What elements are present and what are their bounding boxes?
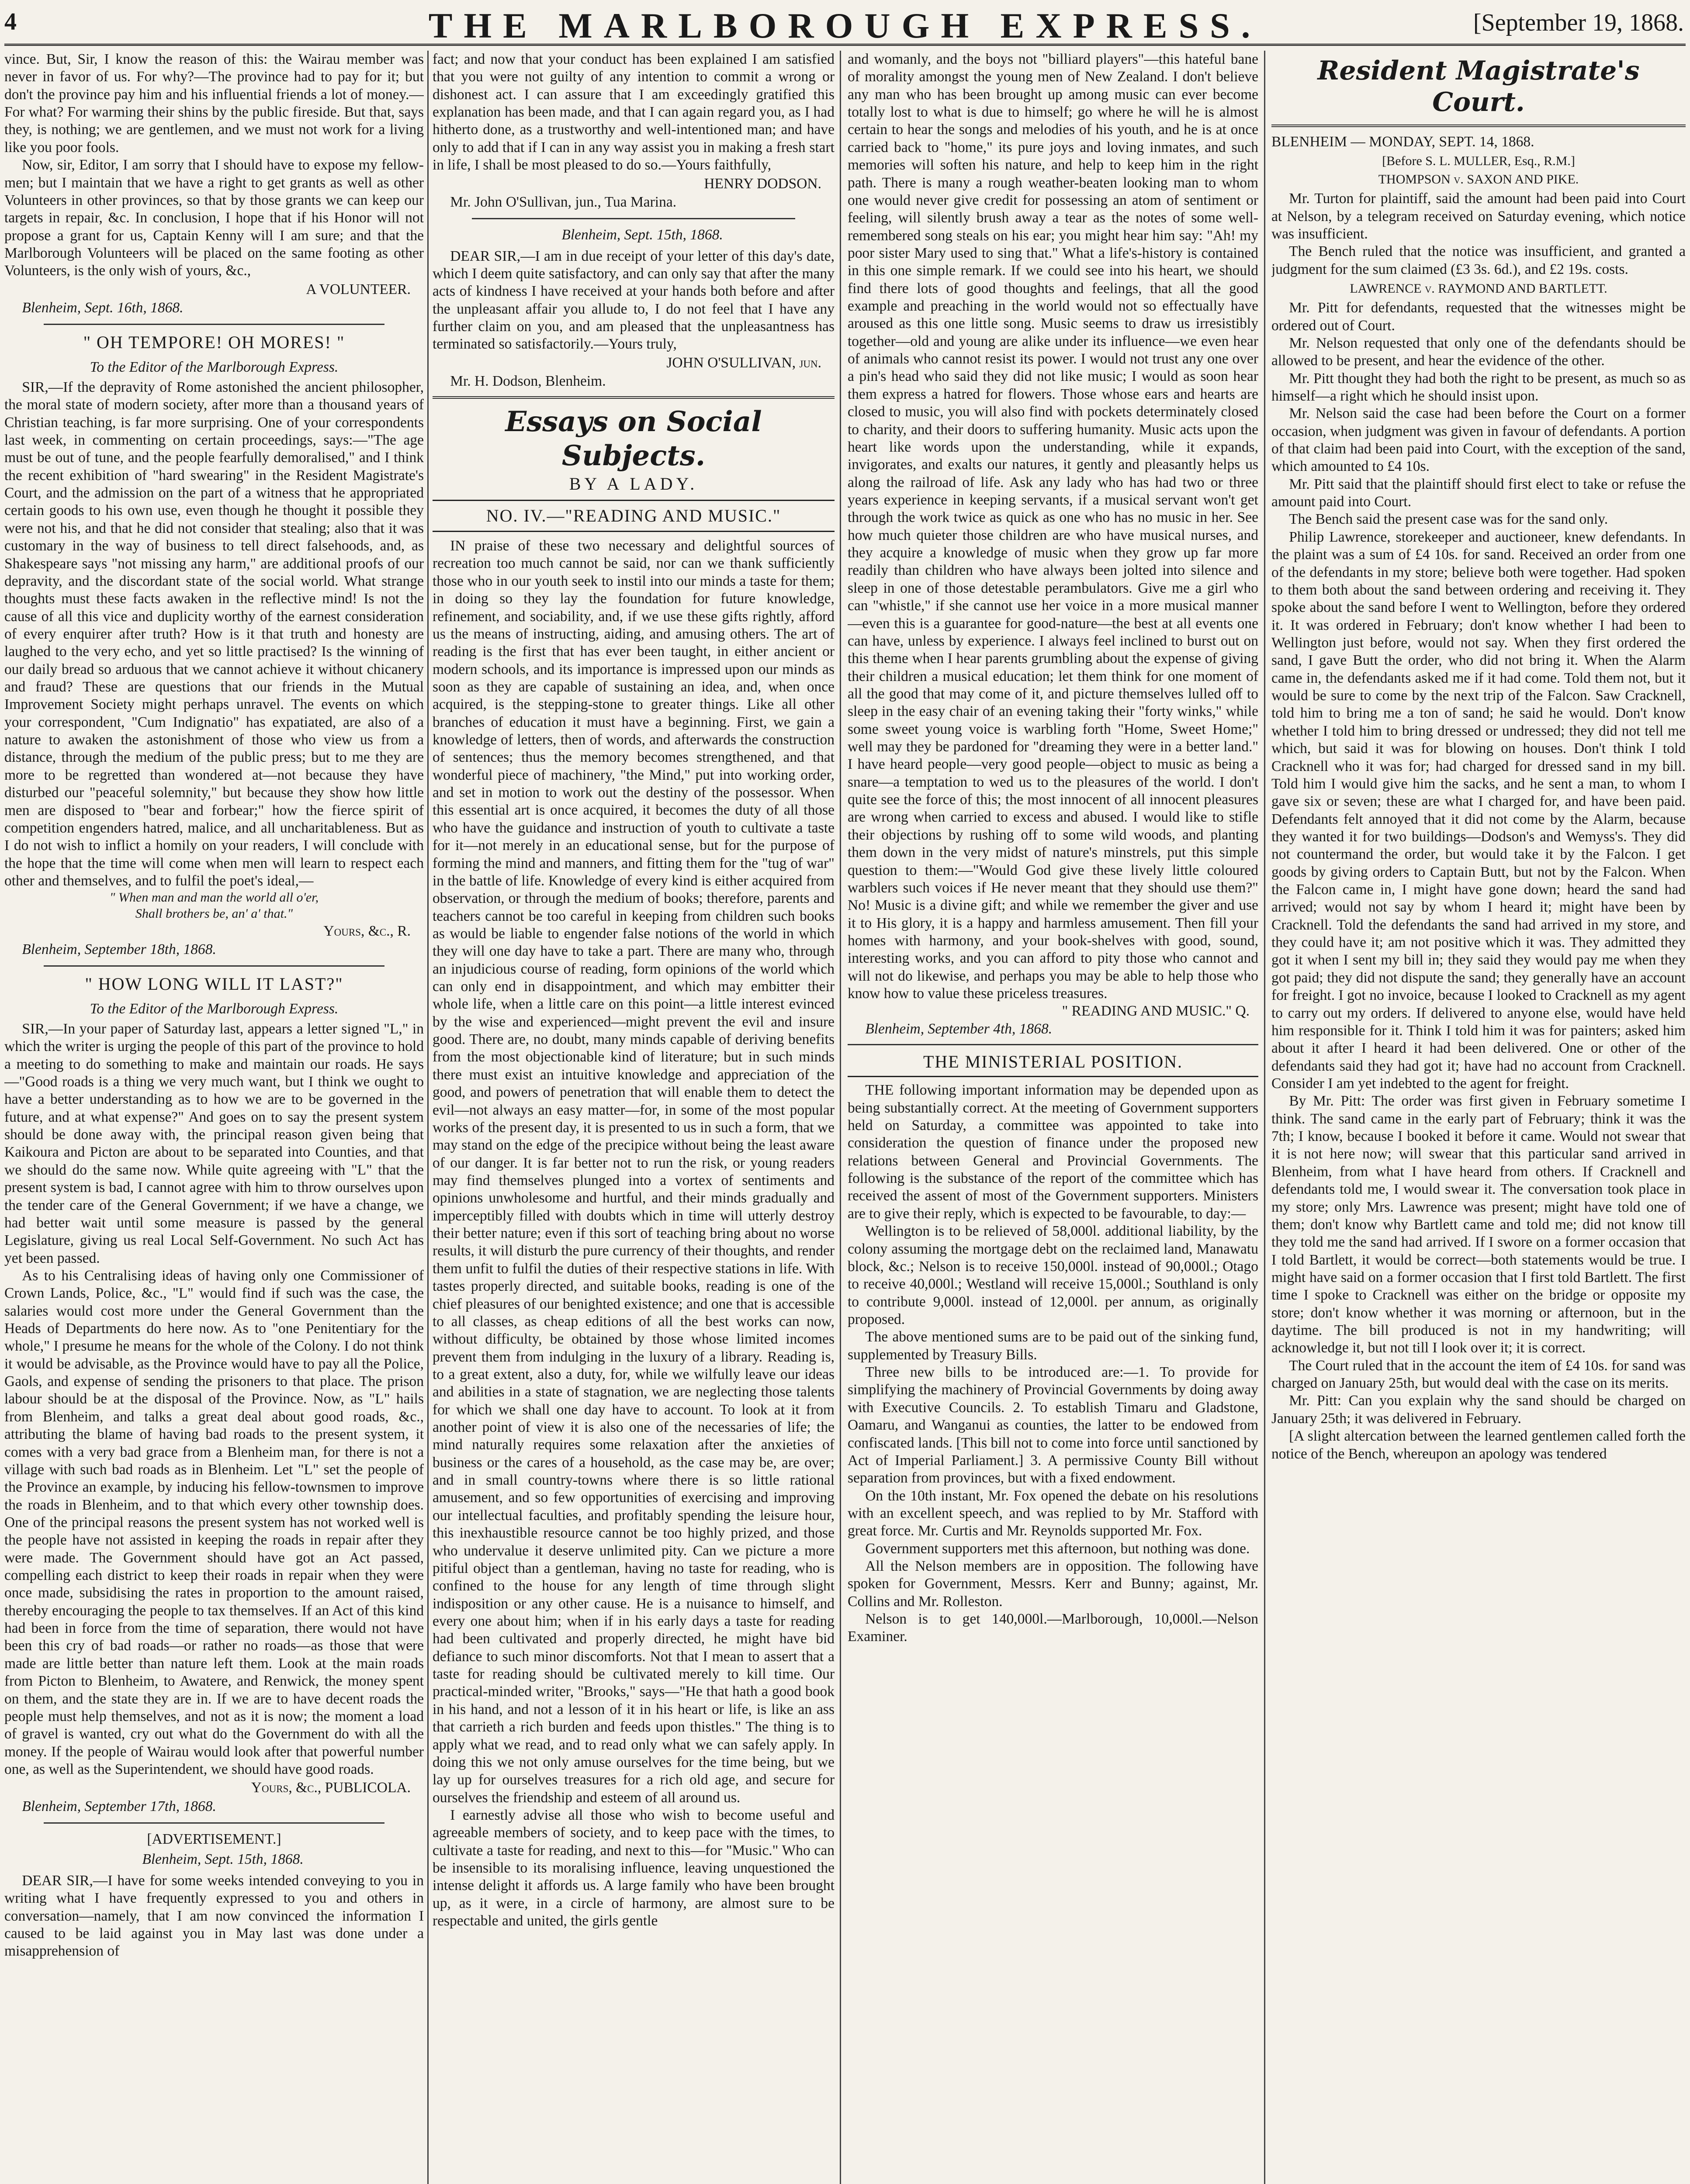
paragraph: I earnestly advise all those who wish to become useful and agreeable members of society, and to keep pace with the times, to cultivate a taste for reading, and next to this—for "Music." Who can be insensible to its moralising influence, leaving unquestioned the intense delight it affords us. A large family who have been brought up, as it were, in a circle of harmony, are almost sure to be respectable and united, the girls gentle — [433, 1807, 835, 1929]
paragraph: By Mr. Pitt: The order was first given in February sometime I think. The sand came in the early part of February; think it was the 7th; I know, because I booked it before it came. Would not swear that it is not here now; will swear that this particular sand arrived in Blenheim, from what I have heard from others. If Cracknell and defendants told me, I would swear it. The conversation took place in my store; only Mrs. Lawrence was present; might have told one of them; don't know why Bartlett came and told me; did not know till they told me the sand had arrived. If I swore on a former occasion that I told Bartlett, it would be correct—both statements would be true. I might have said on a former occasion that I first told Bartlett. The first time I spoke to Cracknell was either on the bridge or opposite my store; don't know whether it was morning or afternoon, but in the daytime. The bill produced is not in my handwriting; will acknowledge it, but not till I look over it; it is correct. — [1271, 1093, 1686, 1356]
article-title: THE MINISTERIAL POSITION. — [848, 1051, 1258, 1077]
byline: BY A LADY. — [569, 473, 698, 494]
to-editor: To the Editor of the Marlborough Express. — [90, 359, 339, 375]
letter-volunteer — [4, 51, 424, 317]
case-title: THOMPSON v. SAXON AND PIKE. — [1378, 172, 1579, 187]
letter-title: " OH TEMPORE! OH MORES! " — [83, 332, 345, 352]
verse-line: Shall brothers be, an' a' that." — [135, 906, 293, 921]
paragraph: Three new bills to be introduced are:—1. To provide for simplifying the machinery of Provincial Governments by doing away with Executive Councils. 2. To establish Timaru and Gladstone, Oamaru, and Wanganui as counties, the latter to be endowed from confiscated lands. [This bill not to come into force until sanctioned by Act of Imperial Parliament.] 3. A permissive County Bill without separation from provinces, but with a fixed endowment. — [848, 1364, 1258, 1486]
paragraph: IN praise of these two necessary and delightful sources of recreation too much cannot be said, nor can we thank sufficiently those who in our youth seek to instil into our minds a taste for them; in doing so they lay the foundation for future knowledge, refinement, and sociability, and, if we use these gifts rightly, afford us the means of instructing, aiding, and amusing others. The art of reading is the first that has ever been taught, in either ancient or modern schools, and its importance is impressed upon our minds as soon as they are capable of sustaining an idea, and, when once acquired, is the stepping-stone to greater things. Like all other branches of education it must have a beginning. First, we gain a knowledge of letters, then of words, and afterwards the construction of sentences; thus the memory becomes strengthened, and that wonderful piece of machinery, "the Mind," put into working order, and set in motion to work out the destiny of the possessor. When this essential art is once acquired, it becomes the duty of all those who have the guidance and instruction of youth to cultivate a taste for it—not merely in an educational sense, but for the purpose of forming the mind and manners, and fitting them for the "tug of war" in the battle of life. Knowledge of every kind is either acquired from observation, or through the medium of books; therefore, parents and teachers cannot be too careful in keeping from children such books as would be liable to engender false notions of the world in which they will one day have to take a part. There are many who, through an injudicious course of reading, form opinions of the world which can only end in disappointment, and which may embitter their whole life, when a little care on this point—a little interest evinced by the wise and experienced—might prevent the evil and insure good. There are, no doubt, many minds capable of deriving benefits from the most objectionable kind of literature; but in such minds there must exist an intuitive knowledge and appreciation of the good, and powers of penetration that will enable them to detect the evil—not always an easy matter—for, in some of the most popular works of the present day, it is presented to us in such a form, that we may stand on the edge of the precipice without being the least aware of our danger. It is far better not to run the risk, or young readers may find themselves plunged into a vortex of sentiments and opinions unwholesome and hurtful, and their minds gradually and imperceptibly filled with doubts which in time will utterly destroy their better nature; even if this sort of teaching bring about no worse results, it will disturb the pure currency of their thoughts, and render them unfit to fulfil the duties of their respective stations in life. With tastes properly directed, and suitable books, reading is one of the chief pleasures of our benighted existence; and one that is accessible to all classes, as cheap editions of all the best works can now, without difficulty, be obtained by those whose limited incomes prevent them from indulging in the luxury of a library. Reading is, to a great extent, also a duty, for, while we wilfully leave our ideas and abilities in a state of stagnation, we are neglecting those talents for which we shall one day have to account. To look at it from another point of view it is also one of the necessaries of life; the mind naturally requires some relaxation after the anxieties of business or the cares of a household, as the case may be, are over; and in small country-towns where there is so little rational amusement, and so few opportunities of exercising and improving our intellectual faculties, and profitably spending the leisure hour, this inexhaustible resource cannot be too highly prized, and those who undervalue it deserve unlimited pity. Can we picture a more pitiful object than a gentleman, having no taste for reading, who is confined to the house for any length of time through slight indisposition or any other cause. He is a nuisance to himself, and every one about him; when if in his early days a taste for reading had been cultivated and properly directed, he might have bid defiance to such minor discomforts. Not that I mean to assert that a taste for reading should be cultivated merely to kill time. Our practical-minded writer, "Brooks," says—"He that hath a good book in his hand, and not a lesson of it in his heart or life, is like an ass that carrieth a rich burden and feeds upon thistles." The thing is to apply what we read, and to read only what we can safely apply. In doing this we not only amuse ourselves for the time being, but we lay up for ourselves treasures for a rich old age, and secure for ourselves the friendship and esteem of all around us. — [433, 538, 835, 1806]
section-title: Resident Magistrate's Court. — [1317, 55, 1640, 118]
paragraph: THE following important information may be depended upon as being substantially correct. At the meeting of Government supporters held on Saturday, a committee was appointed to take into consideration the question of finance under the proposed new relations between General and Provincial Governments. The following is the substance of the report of the committee which has received the assent of most of the Government supporters. Ministers are to give their reply, which is expected to be favourable, to day:— — [848, 1082, 1258, 1222]
paragraph: SIR,—In your paper of Saturday last, appears a letter signed "L," in which the writer is urging the people of this part of the province to hold a meeting to do something to make and maintain our roads. He says—"Good roads is a thing we very much want, but I think we ought to have a better understanding as to how we are to be governed in the future, and at what expense?" And goes on to say the present system should be done away with, the principal reason given being that Kaikoura and Picton are about to be separated into Counties, and that we should do the same now. While quite agreeing with "L" that the present system is bad, I cannot agree with him to throw ourselves upon the tender care of the General Government; if we have a change, we had better wait until some measure is passed by the general Legislature, giving us real Local Self-Government. No such Act has yet been passed. — [4, 1020, 424, 1266]
paragraph: Mr. Pitt said that the plaintiff should first elect to take or refuse the amount paid into Court. — [1271, 476, 1686, 510]
column-4 — [1271, 51, 1686, 2184]
dateline: Blenheim, Sept. 16th, 1868. — [22, 300, 184, 316]
column-rule — [1264, 51, 1265, 2184]
essay-reading-music — [433, 405, 835, 1930]
divider — [472, 218, 795, 219]
paragraph: and womanly, and the boys not "billiard players"—this hateful bane of morality amongst the young men of New Zealand. I don't believe any man who has been brought up among music can ever become totally lost to what is due to himself; go where he will he is almost certain to hear the songs and melodies of his youth, and he is at once carried back to "home," its pure joys and loving inmates, and such memories will soften his nature, and help to keep him in the right path. There is many a rough weather-beaten looking man to whom one would never give credit for possessing an atom of sentiment or feeling, will silently brush away a tear as the notes of some well-remembered song steals on his ear; you might hear him say: "Ah! my poor sister Mary used to sing that." What a life's-history is contained in this one simple remark. If we could see into his heart, we should find there lots of good thoughts and feelings, that all the good example and preaching in the world would not so effectually have aroused as this one little song. Music seems to draw us irresistibly together—old and young are alike under its influence—we even hear of animals who cannot resist its power. I would not trust any one over a pin's head who said they did not like music; I would as soon hear them express a hatred for flowers. Those whose ears and hearts are closed to music, you will also find with pockets determinately closed to charity, and their doors to suffering humanity. Music acts upon the heart like words upon the understanding, while it expands, invigorates, and exalts our natures, it gently and pleasantly helps us along the railroad of life. Ask any lady who has had two or three years experience in keeping servants, if a musical servant won't get through the work twice as quick as one who has no music in her. See how much quieter those children are who have musical nurses, and they acquire a knowledge of music when they grow up far more readily than children who have always been jolted into silence and sleep in one of those detestable perambulators. Give me a girl who can "whistle," if she cannot use her voice in a more musical manner—even this is a guarantee for good-nature—the best at all events one can have, unless by experience. I always feel inclined to burst out on this theme when I hear parents grumbling about the expense of giving their children a musical education; let them think for one moment of all the good that may come of it, and picture themselves lulled off to sleep in the easy chair of an evening taking their "forty winks," while some sweet young voice is warbling forth "Home, Sweet Home;" well may they be pardoned for "dreaming they were in a better land." I have heard people—very good people—object to music as being a snare—a temptation to wed us to the pleasures of the world. I don't quite see the force of this; the most innocent of all innocent pleasures are wrong when carried to excess and abused. I would like to stifle their objections by rushing off to some wild woods, and planting them down in the very midst of nature's minstrels, put this simple question to them:—"Would God give these lively little coloured warblers such voices if He never meant that they should use them?" No! Music is a divine gift; and while we remember the giver and use it to His glory, it is a happy and harmless amusement. Then fill your homes with harmony, and your book-shelves with good, sound, interesting works, and you can afford to pity those who cannot and will not do likewise, and perhaps you may be able to help those who know how to value these priceless treasures. — [848, 51, 1258, 1002]
paragraph: On the 10th instant, Mr. Fox opened the debate on his resolutions with an excellent speech, and was replied to by Mr. Stafford with great force. Mr. Curtis and Mr. Reynolds supported Mr. Fox. — [848, 1487, 1258, 1539]
newspaper-title: THE MARLBOROUGH EXPRESS. — [428, 6, 1262, 45]
court-dateline: BLENHEIM — MONDAY, SEPT. 14, 1868. — [1271, 133, 1534, 150]
ministerial-position — [848, 1051, 1258, 1646]
dateline: Blenheim, September 17th, 1868. — [22, 1798, 216, 1814]
signature: Yours, &c., R. — [323, 923, 411, 939]
presiding-magistrate: [Before S. L. MULLER, Esq., R.M.] — [1382, 153, 1575, 168]
signature: JOHN O'SULLIVAN, jun. — [666, 354, 821, 371]
masthead — [4, 3, 1686, 46]
dateline: Blenheim, September 18th, 1868. — [22, 941, 216, 957]
dodson-letter — [433, 51, 835, 211]
paragraph: Mr. Pitt: Can you explain why the sand should be charged on January 25th; it was delivered in February. — [1271, 1393, 1686, 1427]
paragraph: The Court ruled that in the account the item of £4 10s. for sand was charged on January 25th, but would deal with the case on its merits. — [1271, 1357, 1686, 1392]
paragraph: The Bench said the present case was for the sand only. — [1289, 511, 1608, 528]
paragraph: vince. But, Sir, I know the reason of this: the Wairau member was never in favor of us. For why?—The province had to pay for it; but don't the province pay him and his influential friends a lot of money.—For what? For warming their shins by the public fireside. But that, says they, is nothing; we are gentlemen, and we must not work for a living like you poor fools. — [4, 51, 424, 156]
divider — [1271, 124, 1686, 127]
essay-continuation — [848, 51, 1258, 1038]
letter-title: " HOW LONG WILL IT LAST?" — [85, 974, 343, 994]
column-1 — [4, 51, 424, 2184]
addressee: Mr. H. Dodson, Blenheim. — [450, 373, 606, 390]
verse-line: " When man and man the world all o'er, — [109, 890, 319, 905]
paragraph: fact; and now that your conduct has been explained I am satisfied that you were not guilty of any intention to commit a wrong or dishonest act. I can assure that I am exceedingly gratified this explanation has been made, and that I can again regard you, as I had hitherto done, as a trustworthy and well-intentioned man; and have only to add that if I can in any way assist you in making a fresh start in life, I shall be most pleased to do so.—Yours faithfully, — [433, 51, 835, 173]
divider — [44, 324, 384, 325]
paragraph: DEAR SIR,—I have for some weeks intended conveying to you in writing what I have frequently expressed to you and others in conversation—namely, that I am now convinced the information I caused to be laid against you in May last was done under a misapprehension of — [4, 1872, 424, 1959]
paragraph: Mr. Nelson said the case had been before the Court on a former occasion, when judgment was given in favour of defendants. A portion of that claim had been paid into Court, with the exception of the sand, which amounted to £4 10s. — [1271, 405, 1686, 475]
divider — [44, 965, 384, 967]
letter-tempore — [4, 332, 424, 958]
dateline: Blenheim, Sept. 15th, 1868. — [142, 1851, 304, 1868]
letter-how-long — [4, 974, 424, 1815]
paragraph: DEAR SIR,—I am in due receipt of your letter of this day's date, which I deem quite satisfactory, and can only say that after the many acts of kindness I have received at your hands both before and after the unpleasant affair you allude to, I do not feel that I have any further claim on you, and am pleased that the unpleasantness has terminated so satisfactorily.—Yours truly, — [433, 248, 835, 352]
signature: Yours, &c., PUBLICOLA. — [251, 1780, 411, 1796]
addressee: Mr. John O'Sullivan, jun., Tua Marina. — [450, 194, 677, 210]
section-title: Essays on Social Subjects. — [505, 405, 762, 472]
paragraph: Wellington is to be relieved of 58,000l. additional liability, by the colony assuming the mortgage debt on the reclaimed land, Manawatu block, &c.; Nelson is to receive 150,000l. instead of 90,000l.; Otago to receive 40,000l.; Westland will receive 15,000l.; Southland is only to contribute 9,000l. instead of 12,000l. per annum, as originally proposed. — [848, 1223, 1258, 1327]
column-3 — [848, 51, 1258, 2184]
paragraph: Mr. Pitt thought they had both the right to be present, as much so as himself—a right which he should insist upon. — [1271, 370, 1686, 404]
signature: HENRY DODSON. — [704, 175, 821, 192]
column-2 — [433, 51, 835, 2184]
paragraph: Mr. Turton for plaintiff, said the amount had been paid into Court at Nelson, by a telegram received on Saturday evening, which notice was insufficient. — [1271, 190, 1686, 242]
divider — [848, 1044, 1258, 1045]
paragraph: Government supporters met this afternoon, but nothing was done. — [865, 1540, 1250, 1557]
signature: A VOLUNTEER. — [306, 281, 411, 297]
magistrates-court — [1271, 55, 1686, 1463]
issue-date: [September 19, 1868. — [1473, 9, 1684, 36]
paragraph: The Bench ruled that the notice was insufficient, and granted a judgment for the sum claimed (£3 3s. 6d.), and £2 19s. costs. — [1271, 243, 1686, 277]
advertisement — [4, 1831, 424, 1960]
page-number: 4 — [4, 8, 17, 35]
column-rule — [840, 51, 841, 2184]
paragraph: Philip Lawrence, storekeeper and auctioneer, knew defendants. In the plaint was a sum of £4 10s. for sand. Received an order from one of the defendants in my store; believe both were together. Had spoken to them both about the sand between ordering and receiving it. They spoke about the sand before I went to Wellington, before they ordered it. It was ordered in February; don't know whether I had been to Wellington just before, would not say. When they first ordered the sand, I gave Butt the order, who did not bring it. When the Alarm came in, the defendants asked me if it had come. Told them not, but it would be sure to come by the next trip of the Falcon. Saw Cracknell, told him to bring me a ton of sand; he said he would. Don't know whether I told him to bring dressed or undressed; they did not tell me which, but said it was for blowing on houses. Don't think I told Cracknell who it was for; had charged for dressed sand in my bill. Told him I would give him the sacks, and he sent a man, to whom I gave six or seven; these are what I charged for, and have been paid. Defendants felt annoyed that it did not come by the Alarm, because they wanted it for two buildings—Dodson's and Wemyss's. They did not countermand the order, but would take it by the Falcon. I get goods by giving orders to Captain Butt, but not by the Falcon. When the Falcon came in, I might have gone down; heard the sand had arrived; would not say by whom I heard it; might have been by Cracknell. Told the defendants the sand had arrived in my store, and they could have it; am not positive which it was. They admitted they got it when I sent my bill in; they said they would pay me when they got paid; they did not dispute the sand; they generally have an account for freight. I got no invoice, because I looked to Cracknell as my agent to carry out my orders. If delivered to anyone else, would have held him responsible for it. Think I told him it was for painters; asked him about it after I heard it had been delivered. One or other of the defendants said they had got it; have had no account from Cracknell. Consider I am yet indebted to the agent for freight. — [1271, 529, 1686, 1092]
paragraph: Mr. Nelson requested that only one of the defendants should be allowed to be present, and hear the evidence of the other. — [1271, 335, 1686, 369]
column-rule — [427, 51, 429, 2184]
paragraph: As to his Centralising ideas of having only one Commissioner of Crown Lands, Police, &c., "L" would find if such was the case, the salaries would cost more under the General Government than the Heads of Departments do here now. As to "one Penitentiary for the whole," I presume he means for the whole of the Colony. I do not think it would be advisable, as the Province would have to pay all the Police, Gaols, and expense of sending the prisoners to that place. The prison labour should be at the disposal of the Province. Now, as "L" hails from Blenheim, and talks a great deal about good roads, &c., attributing the blame of having bad roads to the present system, it comes with a very bad grace from a Blenheim man, for there is not a village with such bad roads as in Blenheim. Let "L" set the people of the Province an example, by inducing his fellow-townsmen to improve the roads in Blenheim, and to that which every other township does. One of the principal reasons the present system has not worked well is the people have not assisted in keeping the roads in repair after they were made. The Government should have got an Act passed, compelling each district to keep their roads in repair when they were once made, subsidising the rates in proportion to the amount raised, thereby encouraging the people to tax themselves. If an Act of this kind had been in force from the time of separation, there would not have been this cry of bad roads—or rather no roads—as those that were made are little better than nature left them. Look at the main roads from Picton to Blenheim, to Awatere, and Renwick, the money spent on them, and the state they are in. If we are to have decent roads the people must help themselves, and not as it is now; the moment a load of gravel is wanted, cry out what do the Government do with all the money. If the people of Wairau would look after that powerful number one, as well as the Superintendent, we should have good roads. — [4, 1267, 424, 1777]
dateline: Blenheim, Sept. 15th, 1868. — [561, 227, 723, 243]
paragraph: All the Nelson members are in opposition. The following have spoken for Government, Messrs. Kerr and Bunny; against, Mr. Collins and Mr. Rolleston. — [848, 1558, 1258, 1610]
paragraph: Mr. Pitt for defendants, requested that the witnesses might be ordered out of Court. — [1271, 300, 1686, 334]
essay-title: NO. IV.—"READING AND MUSIC." — [433, 500, 835, 532]
paragraph: The above mentioned sums are to be paid out of the sinking fund, supplemented by Treasury Bills. — [848, 1329, 1258, 1363]
advertisement-label: [ADVERTISEMENT.] — [147, 1831, 281, 1848]
paragraph: Nelson is to get 140,000l.—Marlborough, 10,000l.—Nelson Examiner. — [848, 1611, 1258, 1645]
paragraph: Now, sir, Editor, I am sorry that I should have to expose my fellow-men; but I maintain that we have a right to get grants as well as other Volunteers in other provinces, so that by those grants we can keep our targets in repair, &c. In conclusion, I hope that if his Honor will not propose a grant for us, Captain Kenny will I am sure; and that the Marlborough Volunteers will be placed on the same footing as other Volunteers, is the only wish of yours, &c., — [4, 157, 424, 279]
dateline: Blenheim, September 4th, 1868. — [865, 1020, 1053, 1037]
paragraph: SIR,—If the depravity of Rome astonished the ancient philosopher, the moral state of modern society, after more than a thousand years of Christian teaching, is far more surprising. One of your correspondents last week, in commenting on certain proceedings, says:—"The age must be out of tune, and the people fearfully demoralised," and I think the recent exhibition of "hard swearing" in the Resident Magistrate's Court, and the admission on the part of a witness that he appropriated certain goods to his own use, even though he thought it possible they were not his, and that he did not consider that stealing; also that it was customary in the way of business to tell direct falsehoods, and, as Shakespeare says "not missing any harm," are additional proofs of our depravity, and the discordant state of the social world. What strange thoughts must these facts awaken in the reflective mind! Is not the cause of all this vice and duplicity worthy of the earnest consideration of every enquirer after truth? How is it that truth and honesty are laughed to the very echo, and yet so little practised? Is the winning of our daily bread so arduous that we cannot achieve it without chicanery and fraud? These are questions that our friends in the Mutual Improvement Society might perhaps unravel. The events on which your correspondent, "Cum Indignatio" has expatiated, are also of a nature to awaken the astonishment of those who view us from a distance, through the medium of the public press; but to me they are more to be regretted than wondered at—not because they have disturbed our "peaceful solemnity," but because they show how little men are disposed to "bear and forbear;" how the fierce spirit of competition engenders hatred, malice, and all uncharitableness. But as I do not wish to inflict a homily on your readers, I will conclude with the hope that the time will come when men will learn to respect each other and themselves, and to fulfil the poet's ideal,— — [4, 379, 424, 889]
case-title: LAWRENCE v. RAYMOND AND BARTLETT. — [1350, 281, 1607, 296]
to-editor: To the Editor of the Marlborough Express. — [90, 1000, 339, 1017]
divider — [44, 1822, 384, 1824]
paragraph: [A slight altercation between the learned gentlemen called forth the notice of the Bench, whereupon an apology was tendered — [1271, 1428, 1686, 1462]
essay-signature: " READING AND MUSIC." Q. — [1062, 1003, 1250, 1019]
divider — [433, 396, 835, 399]
osullivan-reply — [433, 226, 835, 390]
